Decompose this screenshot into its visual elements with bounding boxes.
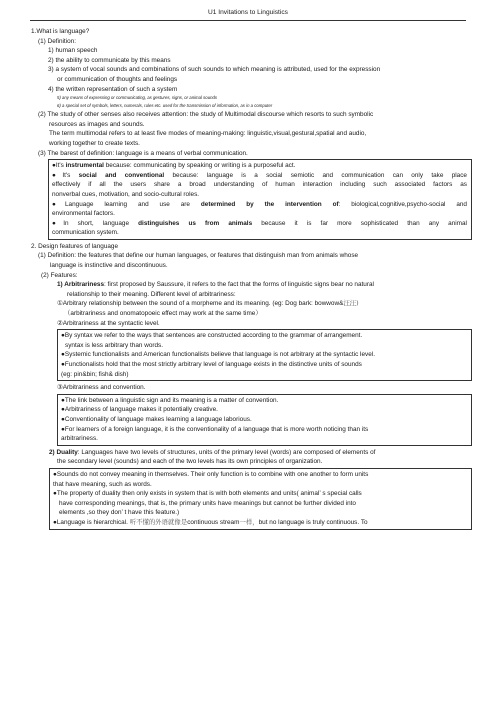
box2-item-1-cont: syntax is less arbitrary than words. <box>65 341 164 349</box>
box1-item-3-cont: environmental factors. <box>52 210 115 218</box>
multimodal-para-cont: resources as images and sounds. <box>49 120 145 128</box>
multimodal-modes: The term multimodal refers to at least five modes of meaning-making: linguistic,visual,gestural,spatial and audio, <box>49 130 367 138</box>
duality-box <box>49 468 472 530</box>
box1-item-3: ●Language learning and use are determined by the intervention of: biological,cognitive,psycho-social and <box>52 200 467 208</box>
definition-item-3: 3) a system of vocal sounds and combinations of such sounds to which meaning is attributed, used for the expression <box>48 66 381 74</box>
box2-item-1: ●By syntax we refer to the ways that sentences are constructed according to the grammar of arrangement. <box>61 332 363 340</box>
arbitrariness-level-3: ③Arbitrariness and convention. <box>57 384 146 392</box>
definition-item-2: 2) the ability to communicate by this means <box>48 56 171 64</box>
arbitrariness-para: 1) Arbitrariness: first proposed by Saussure, it refers to the fact that the forms of linguistic signs bear no natural <box>57 281 374 289</box>
box2-item-3-cont: (eg: pin&bin; fish& dish) <box>61 370 129 378</box>
features-definition: (1) Definition: the features that define our human languages, or features that distinguish man from animals whose <box>38 252 359 260</box>
arbitrariness-para-cont: relationship to their meaning. Different level of arbitrariness: <box>67 290 236 298</box>
box3-item-2: ●Arbitrariness of language makes it potentially creative. <box>61 406 218 414</box>
box3-item-4: ●For learners of a foreign language, it is the conventionality of a language that is more worth noticing than its <box>61 425 369 433</box>
convention-box <box>57 394 472 446</box>
features-definition-cont: language is instinctive and discontinuous. <box>50 262 168 270</box>
box4-item-2-end: elements ,so they don’ t have this feature.) <box>59 509 180 517</box>
barest-definition: (3) The barest of definition: language is a means of verbal communication. <box>38 149 248 157</box>
box1-item-4: ●In short, language distinguishes us from animals because it is far more sophisticated than any animal <box>52 219 467 227</box>
multimodal-para: (2) The study of other senses also receives attention: the study of Multimodal discourse which resorts to such symbolic <box>38 111 374 119</box>
header-rule <box>30 20 466 21</box>
box1-item-2-cont: effectively if all the users share a broad understanding of human interaction including such associated factors as <box>52 181 467 189</box>
arbitrariness-level-2: ②Arbitrariness at the syntactic level. <box>57 319 160 327</box>
document-body <box>30 27 472 532</box>
heading-what-is-language: 1.What is language? <box>31 28 90 35</box>
box3-item-4-cont: arbitrariness. <box>61 435 98 443</box>
box4-item-2-cont: have corresponding meanings, that is, the primary units have meanings but cannot be further divided into <box>59 499 356 507</box>
language-properties-box <box>48 159 472 240</box>
box3-item-3: ●Conventionality of language makes learning a language laborious. <box>61 415 252 423</box>
definition-item-5: 5) any means of expressing or communicating, as gestures, signs, or animal sounds <box>57 95 218 101</box>
box4-item-1-cont: that have meaning, such as words. <box>53 480 152 488</box>
box2-item-2: ●Systemic functionalists and American functionalists believe that language is not arbitrary at the syntactic level. <box>61 351 375 359</box>
features-heading: (2) Features: <box>41 271 78 279</box>
multimodal-modes-cont: working together to create texts. <box>49 139 140 147</box>
box2-item-3: ●Functionalists hold that the most strictly arbitrary level of language exists in the distinctive units of sounds <box>61 361 362 368</box>
definition-item-1: 1) human speech <box>48 47 98 55</box>
box4-item-2: ●The property of duality then only exists in system that is with both elements and units( animal’ s special calls <box>53 490 362 498</box>
box1-item-2-end: nonverbal cues, motivation, and socio-cultural roles. <box>52 190 200 198</box>
box1-item-1: ●It's instrumental because: communicating by speaking or writing is a purposeful act. <box>52 162 296 170</box>
box4-item-1: ●Sounds do not convey meaning in themselves. Their only function is to combine with one another to form units <box>53 470 369 478</box>
duality-para: 2) Duality: Languages have two levels of structures, units of the primary level (words) are composed of elements of <box>49 448 376 456</box>
heading-design-features: 2. Design features of language <box>31 242 119 250</box>
syntactic-arbitrariness-box <box>57 329 472 381</box>
box3-item-1: ●The link between a linguistic sign and its meaning is a matter of convention. <box>61 396 279 404</box>
arbitrariness-level-1-note: （arbitrariness and onomatopoeic effect may work at the same time） <box>64 310 262 318</box>
definition-item-6: 6) a special set of symbols, letters, numerals, rules etc. used for the transmission of information, as in a computer <box>57 103 273 109</box>
definition-item-4: 4) the written representation of such a system <box>48 85 178 93</box>
duality-para-cont: the secondary level (sounds) and each of the two levels has its own principles of organization. <box>57 458 323 466</box>
definition-item-3-cont: or communication of thoughts and feelings <box>57 75 178 83</box>
box4-item-3: ●Language is hierarchical. 听不懂的外语就像是continuous stream一样，but no language is truly continuous. To <box>53 517 368 526</box>
arbitrariness-level-1: ①Arbitrary relationship between the sound of a morpheme and its meaning. (eg: Dog bark: bowwow&汪汪) <box>57 299 359 308</box>
definition-heading: (1) Definition: <box>38 37 77 45</box>
page-header: U1 Invitations to Linguistics <box>208 9 288 16</box>
box1-item-4-cont: communication system. <box>52 229 119 237</box>
box1-item-2: ●It's social and conventional because: language is a social semiotic and communication can only take place <box>52 171 467 179</box>
